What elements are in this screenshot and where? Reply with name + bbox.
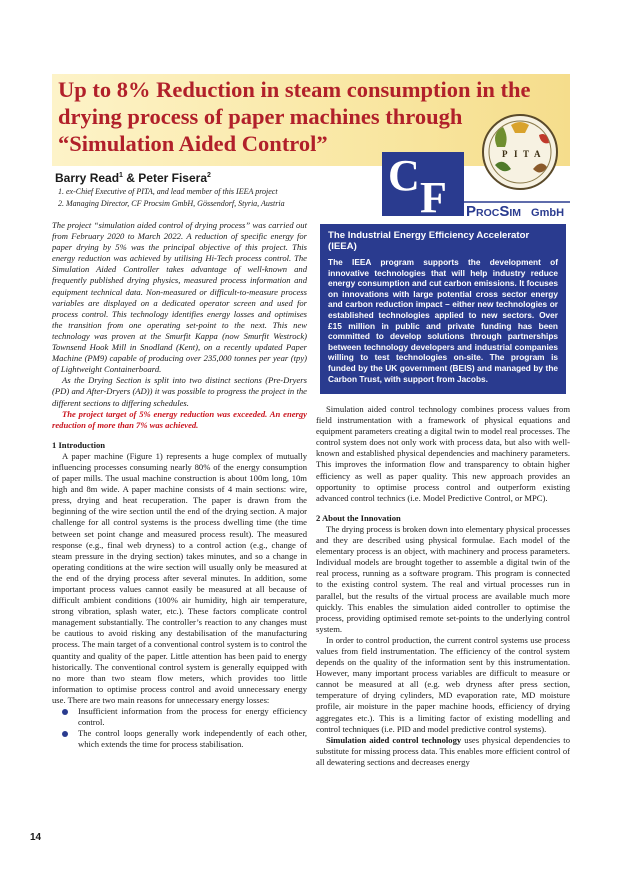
result-highlight: The project target of 5% energy reduction was exceeded. An energy reduction of more than 7% was achieved.: [52, 408, 307, 430]
author-2-sup: 2: [207, 172, 211, 179]
section-heading: 2 About the Innovation: [316, 512, 401, 523]
pita-letter: I: [514, 149, 518, 159]
procsim-p: P: [466, 203, 477, 220]
procsim-gmbh: GmbH: [531, 207, 565, 219]
body-paragraph: Simulation aided control technology combines process values from field instrumentation with a framework of physical equations and equipment parameters creating a digital twin to model real processes. The control system does not only work with process data, but also with well-known and established physical dependencies and machinery parameters. This improves the information flow and transparency to obtain higher efficiency as well as paper quality. This new approach provides an opportunity to optimise process control and outperform existing advanced control technics (i.e. Model Predictive Control, or MPC).: [316, 404, 570, 503]
body-paragraph: The drying process is broken down into elementary physical processes and they are described using physical formulae. Each model of the elementary process is an object, with machinery and process parameters. Individual models are brought together to assemble a digital twin of the real process, running as a software program. This program is connected to the existing control system. The real and virtual processes run in parallel, but the results of the virtual process are available much more quickly. This enables the simulation aided controller to optimise the process, providing optimised remote set-points to the underlying control system.: [316, 523, 570, 634]
cf-letter-c: C: [388, 151, 420, 200]
ieea-info-box: [320, 224, 566, 394]
cf-letter-f: F: [420, 173, 447, 220]
procsim-im: IM: [509, 207, 522, 219]
author-1-sup: 1: [119, 172, 123, 179]
body-paragraph: In order to control production, the current control systems use process values from field instrumentation. The efficiency of the control system depends on the quality of the information sent by this instrumentation. However, many important process variables are difficult to measure or cannot be measured at all (e.g. web dryness after press section, temperature of drying cylinders, MD evaporation rate, MD moisture profile, air moisture in the paper machine hoods, efficiency of drying aggregates etc.). This is a limiting factor of existing modelling and control techniques (i.e. PID and model predictive control systems).: [316, 634, 570, 734]
authors: [55, 171, 211, 185]
svg-text:PROCSIMGmbH: [466, 203, 564, 220]
author-separator: &: [122, 171, 139, 185]
author-1: Barry Read: [55, 171, 120, 185]
affiliation-1: 1. ex-Chief Executive of PITA, and lead member of this IEEA project: [58, 187, 278, 196]
pita-letter: P: [502, 149, 508, 159]
pita-letter: A: [534, 149, 541, 159]
bold-lead: Simulation aided control technology: [326, 734, 462, 745]
bullet-item: Insufficient information from the process for energy efficiency control.: [68, 706, 307, 728]
left-column: [52, 220, 307, 750]
cf-procsim-logo: [380, 150, 572, 220]
bullet-item: The control loops generally work independently of each other, which extends the time for process stabilisation.: [68, 728, 307, 750]
bullet-list: [52, 706, 307, 750]
ieea-title: The Industrial Energy Efficiency Accelerator (IEEA): [328, 230, 530, 252]
page-number: 14: [30, 832, 42, 843]
procsim-roc: ROC: [476, 207, 500, 219]
pita-letter: T: [523, 149, 530, 159]
article-title: Up to 8% Reduction in steam consumption in the drying process of paper machines through “Simulation Aided Control”: [58, 77, 531, 156]
paragraph-rest: uses physical dependencies to substitute for missing process data. This enables more efficient control of all dewatering sections and decreases energy: [316, 734, 570, 767]
right-column: [316, 404, 570, 768]
body-paragraph: A paper machine (Figure 1) represents a huge complex of mutually influencing processes consuming nearly 80% of the energy consumption of paper mills. The usual machine construction is about 100m long, 10m high and 8m wide. A paper machine consists of 4 main sections: wire, press, drying and heat recuperation. The paper is drawn from the beginning of the wire section until the end of the drying section. A major challenge for all control systems is the process dwelling time (the time between set point change and measured process result). The measured response (e.g., final web dryness) to a control action (e.g., change of steam pressure in the drying section) takes minutes, and so a change in operating conditions at the wire section will usually only be measured at the end of the drying process after several minutes. In addition, some important process values cannot easily be measured at all because of difficult ambient conditions (100% air humidity, high air temperature, strong vibration, splash water, etc.). These factors complicate control management substantially. The controller’s reaction to any changes must be cautious to avoid risking any destabilisation of the manufacturing process. The main target of a conventional control system is to control the quantity and quality of the paper. Little attention has been paid to energy historically. The conventional control system is generally equipped with no more than two steam flow meters, which provides too little information to optimise process control and avoid unnecessary energy use. There are two main reasons for unnecessary energy losses:: [52, 450, 307, 705]
ieea-body: The IEEA program supports the development of innovative technologies that will help industry reduce energy consumption and cut carbon emissions. It focuses on innovations with large potential cross sector energy and carbon reduction impact – either new technologies or established technologies applied to new sectors. Over £15 million in public and private funding has been committed to develop solutions through partnerships between technology developers and industrial companies willing to test technologies on-site. The program is funded by the UK government (BEIS) and managed by the Carbon Trust, with support from Jacobs.: [328, 257, 558, 384]
affiliation-2: 2. Managing Director, CF Procsim GmbH, Gössendorf, Styria, Austria: [58, 199, 285, 208]
section-heading: 1 Introduction: [52, 439, 106, 450]
body-paragraph: [316, 735, 570, 768]
author-2: Peter Fisera: [138, 171, 207, 185]
procsim-s: S: [499, 203, 510, 220]
abstract-paragraph: As the Drying Section is split into two distinct sections (Pre-Dryers (PD) and After-Dryers (AD)) it was possible to progress the project in the different sections to differing schedules.: [52, 375, 307, 408]
abstract-paragraph: The project “simulation aided control of drying process” was carried out from February 2020 to March 2022. A reduction of specific energy for paper drying by 5% was the principal objective of this project. This energy reduction was achieved by utilising Hi-Tech process control. The Simulation Aided Controller takes advantage of well-known and frequently published drying physics, measured process information and equipment technical data. Non-measured or difficult-to-measure process variables are displayed on a dedicated operator screen and used for process control. This technology identifies energy losses and optimises the transition from one operating set-point to the next. This new technology was proven at the Smurfit Kappa (now Smurfit Westrock) Townsend Hook Mill in Snodland (Kent), on a recently updated Paper Machine (PM9) capable of producing over 235,000 tonnes per year (tpy) of Lightweight Containerboard.: [52, 220, 307, 375]
